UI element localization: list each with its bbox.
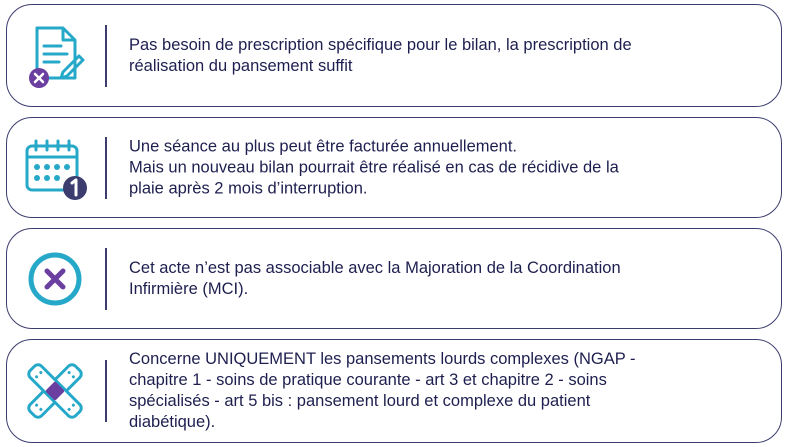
card-text [129, 258, 767, 300]
card-text [129, 136, 767, 199]
info-card-annual-session [6, 117, 782, 218]
card-text [129, 35, 767, 77]
card-text-line: Infirmière (MCI). [129, 279, 249, 298]
prescription-cancel-icon [19, 20, 91, 92]
card-divider [105, 137, 107, 199]
info-card-mci [6, 228, 782, 329]
card-text-line: plaie après 2 mois d’interruption. [129, 179, 368, 197]
card-text-line: Concerne UNIQUEMENT les pansements lourds complexes (NGAP - [129, 350, 636, 368]
info-card-bandages [6, 339, 782, 443]
card-text-line: Pas besoin de prescription spécifique pour le bilan, la prescription de [129, 35, 632, 54]
card-text-line: diabétique). [129, 413, 216, 431]
card-divider [105, 248, 107, 310]
card-text-line: Une séance au plus peut être facturée annuellement. [129, 137, 518, 155]
card-text-line: Cet acte n’est pas associable avec la Majoration de la Coordination [129, 258, 621, 277]
card-text-line: chapitre 1 - soins de pratique courante - art 3 et chapitre 2 - soins [129, 371, 607, 389]
card-text-line: réalisation du pansement suffit [129, 56, 353, 75]
card-text-line: spécialisés - art 5 bis : pansement lourd et complexe du patient [129, 392, 591, 410]
card-text [129, 349, 767, 433]
card-text-line: Mais un nouveau bilan pourrait être réalisé en cas de récidive de la [129, 158, 619, 176]
card-divider [105, 25, 107, 87]
card-divider [105, 360, 107, 422]
circle-x-icon [19, 243, 91, 315]
crossed-bandages-icon [19, 355, 91, 427]
info-card-prescription [6, 4, 782, 107]
calendar-one-icon [19, 132, 91, 204]
